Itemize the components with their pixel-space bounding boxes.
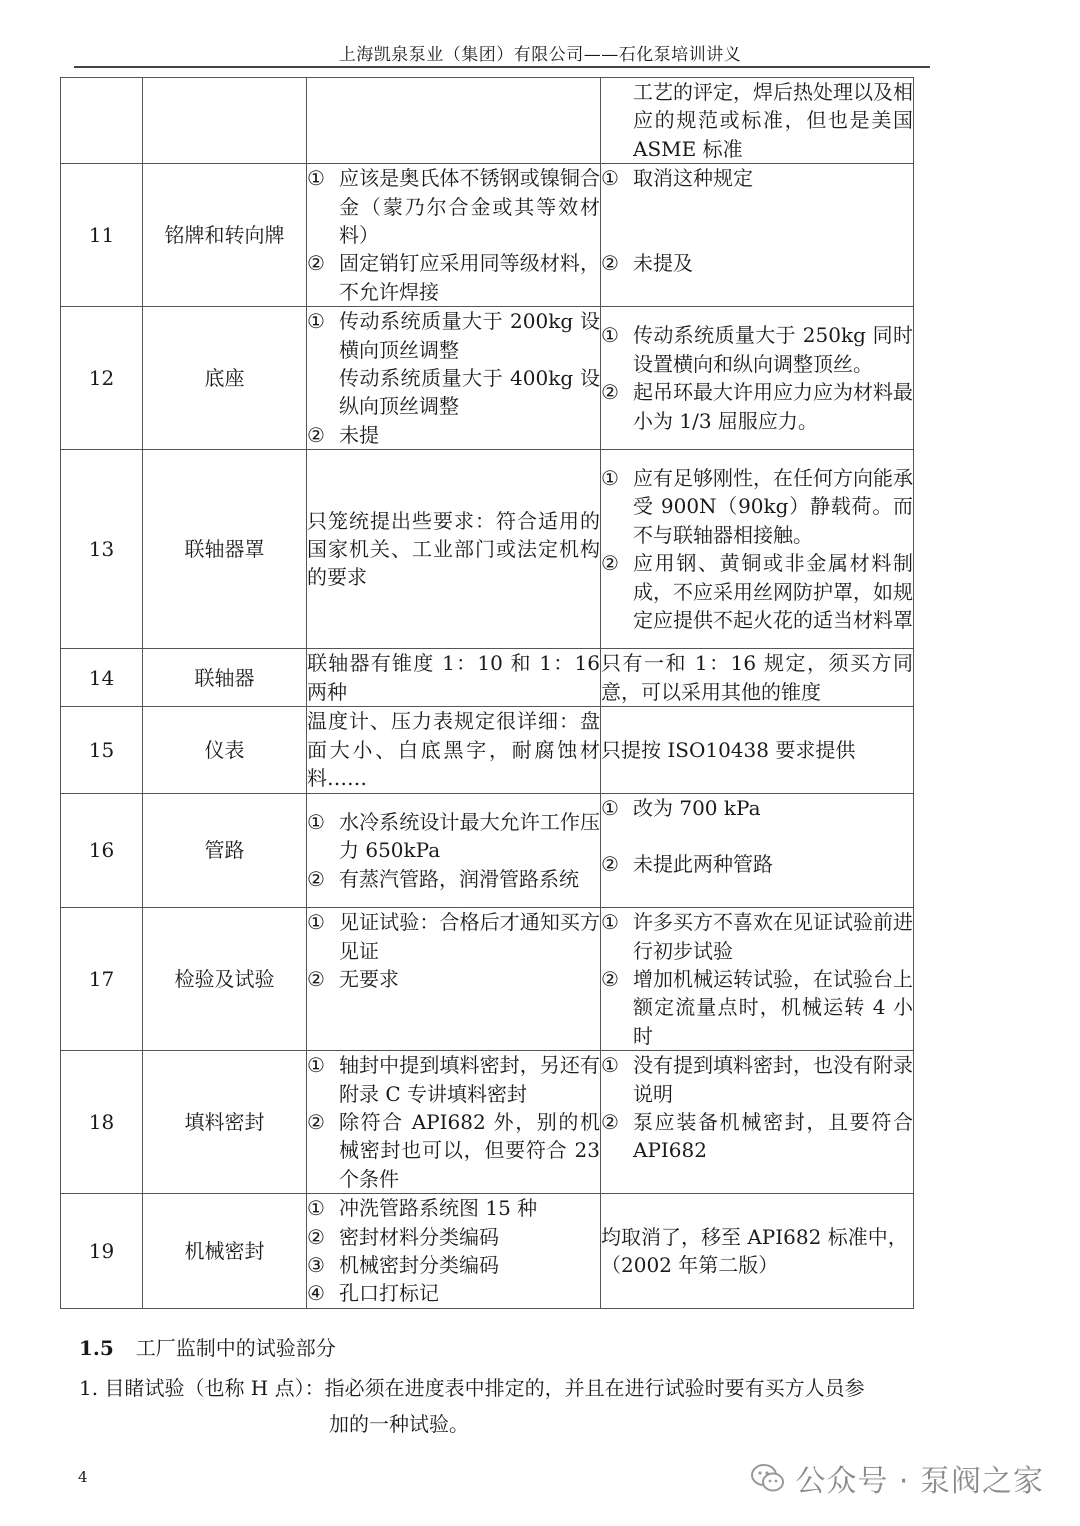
table-row [61,1051,914,1194]
row-item: 铭牌和转向牌 [143,164,307,307]
right-text: 工艺的评定，焊后热处理以及相应的规范或标准，但也是美国 ASME 标准 [633,80,913,161]
right-line: 均取消了，移至 API682 标准中， [601,1224,908,1249]
list-item [307,1251,600,1279]
left-cell [307,1194,601,1309]
item-text: 改为 700 kPa [633,795,761,820]
item-marker: ② [601,1109,619,1134]
right-cell [601,164,914,307]
list-item [307,1051,600,1108]
row-number [61,78,143,164]
comparison-table [60,77,914,1309]
list-item [307,1194,600,1222]
list-item [307,1108,600,1193]
row-number: 16 [61,793,143,908]
row-number: 15 [61,707,143,793]
item-marker: ③ [307,1252,325,1277]
item-marker: ① [601,166,619,191]
item-text: 除符合 API682 外，别的机械密封也可以，但要符合 23 个条件 [339,1109,600,1191]
table-row [61,450,914,649]
page-header: 上海凯泉泵业（集团）有限公司——石化泵培训讲义 [338,45,742,65]
item-marker: ② [601,551,619,576]
item-marker: ② [307,866,325,891]
table-row [61,793,914,908]
list-item [307,808,600,865]
item-marker: ① [307,1196,325,1221]
item-marker: ② [307,422,325,447]
item-text: 起吊环最大许用应力应为材料最小为 1/3 屈服应力。 [633,380,913,433]
item-marker: ② [307,1109,325,1134]
table-row [61,164,914,307]
row-item: 仪表 [143,707,307,793]
row-number: 12 [61,307,143,450]
item-text: 无要求 [339,966,399,991]
item-text: 未提 [339,422,379,447]
list-item [601,378,913,435]
watermark-text: 公众号 · 泵阀之家 [795,1464,1044,1499]
left-cell [307,78,601,164]
row-item: 检验及试验 [143,908,307,1051]
item-marker: ② [601,380,619,405]
table-row [61,78,914,164]
left-cell: 联轴器有锥度 1：10 和 1：16 两种 [307,649,601,707]
list-item [601,549,913,634]
item-text: 应用钢、黄铜或非金属材料制成，不应采用丝网防护罩，如规定应提供不起火花的适当材料罩 [633,551,913,633]
right-cell [601,78,914,164]
right-cell [601,450,914,649]
watermark [751,1456,1044,1500]
item-marker: ① [601,910,619,935]
row-number: 14 [61,649,143,707]
body-paragraph [79,1370,939,1442]
row-number: 17 [61,908,143,1051]
row-item [143,78,307,164]
item-text: 许多买方不喜欢在见证试验前进行初步试验 [633,910,913,963]
section-number: 1.5 [79,1336,114,1360]
item-marker: ① [307,809,325,834]
row-number: 13 [61,450,143,649]
item-marker: ② [601,852,619,877]
item-text: 水冷系统设计最大允许工作压力 650kPa [339,809,600,863]
section-title: 工厂监制中的试验部分 [135,1336,336,1360]
page-number: 4 [78,1468,88,1486]
item-marker: ① [307,309,325,334]
item-text: 传动系统质量大于 200kg 设横向顶丝调整 [339,309,600,362]
paragraph-line: 加的一种试验。 [329,1412,469,1436]
right-cell [601,793,914,908]
item-text: 传动系统质量大于 400kg 设纵向顶丝调整 [339,366,600,419]
item-text: 冲洗管路系统图 15 种 [339,1196,538,1221]
right-cell: 只提按 ISO10438 要求提供 [601,707,914,793]
item-text: 孔口打标记 [339,1281,439,1306]
list-item [307,965,600,993]
left-cell [307,164,601,307]
list-item [601,321,913,378]
item-text: 未提及 [633,251,693,276]
list-item [307,364,600,421]
item-text: 取消这种规定 [633,166,753,191]
list-item [307,1279,600,1307]
item-text: 密封材料分类编码 [339,1224,499,1249]
list-item [307,1223,600,1251]
item-text: 固定销钉应采用同等级材料，不允许焊接 [339,251,600,304]
item-marker: ② [601,966,619,991]
item-marker: ① [601,466,619,491]
left-cell [307,793,601,908]
row-number: 18 [61,1051,143,1194]
item-marker: ② [307,966,325,991]
list-item [601,850,913,878]
section-heading [79,1332,336,1361]
item-text: 应该是奥氏体不锈钢或镍铜合金（蒙乃尔合金或其等效材料） [339,166,600,248]
right-line: （2002 年第二版） [601,1252,779,1277]
list-item [601,249,913,277]
item-text: 未提此两种管路 [633,852,773,877]
header-rule [74,66,930,68]
item-marker: ① [307,166,325,191]
left-cell [307,908,601,1051]
right-cell [601,307,914,450]
item-marker: ① [307,910,325,935]
list-item [601,794,913,822]
paragraph-line: 1. 目睹试验（也称 H 点）：指必须在进度表中排定的，并且在进行试验时要有买方人员参 [79,1376,865,1400]
list-item [307,908,600,965]
table-row [61,707,914,793]
list-item [307,307,600,364]
wechat-icon [751,1463,785,1493]
right-cell [601,1051,914,1194]
item-marker: ④ [307,1281,325,1306]
item-marker: ① [601,1053,619,1078]
item-text: 传动系统质量大于 250kg 同时设置横向和纵向调整顶丝。 [633,323,913,376]
row-item: 管路 [143,793,307,908]
row-item: 联轴器罩 [143,450,307,649]
row-item: 联轴器 [143,649,307,707]
left-cell: 只笼统提出些要求：符合适用的国家机关、工业部门或法定机构的要求 [307,450,601,649]
item-marker: ① [601,323,619,348]
right-cell: 只有一和 1：16 规定，须买方同意，可以采用其他的锥度 [601,649,914,707]
left-cell [307,1051,601,1194]
row-number: 19 [61,1194,143,1309]
item-text: 有蒸汽管路，润滑管路系统 [339,866,579,891]
item-text: 没有提到填料密封，也没有附录说明 [633,1053,913,1106]
left-cell [307,307,601,450]
list-item [307,164,600,249]
list-item [601,965,913,1050]
list-item [307,421,600,449]
list-item [601,908,913,965]
list-item [307,865,600,893]
item-text: 机械密封分类编码 [339,1252,499,1277]
row-item: 填料密封 [143,1051,307,1194]
list-item [601,164,913,192]
item-marker: ② [307,1224,325,1249]
item-text: 增加机械运转试验，在试验台上额定流量点时，机械运转 4 小时 [633,966,913,1048]
item-text: 轴封中提到填料密封，另还有附录 C 专讲填料密封 [339,1053,600,1106]
list-item [601,1108,913,1165]
item-marker: ① [601,795,619,820]
list-item [601,1051,913,1108]
right-cell [601,1194,914,1309]
left-cell: 温度计、压力表规定很详细：盘面大小、白底黑字，耐腐蚀材料…… [307,707,601,793]
item-text: 见证试验：合格后才通知买方见证 [339,910,600,963]
table-row [61,307,914,450]
item-marker: ② [307,251,325,276]
list-item [307,249,600,306]
item-text: 泵应装备机械密封，且要符合 API682 [633,1109,913,1163]
item-text: 应有足够刚性，在任何方向能承受 900N（90kg）静载荷。而不与联轴器相接触。 [633,466,913,547]
row-number: 11 [61,164,143,307]
item-marker: ② [601,251,619,276]
table-row [61,649,914,707]
table-row [61,908,914,1051]
list-item [601,464,913,549]
item-marker: ① [307,1053,325,1078]
table-row [61,1194,914,1309]
row-item: 机械密封 [143,1194,307,1309]
right-cell [601,908,914,1051]
row-item: 底座 [143,307,307,450]
